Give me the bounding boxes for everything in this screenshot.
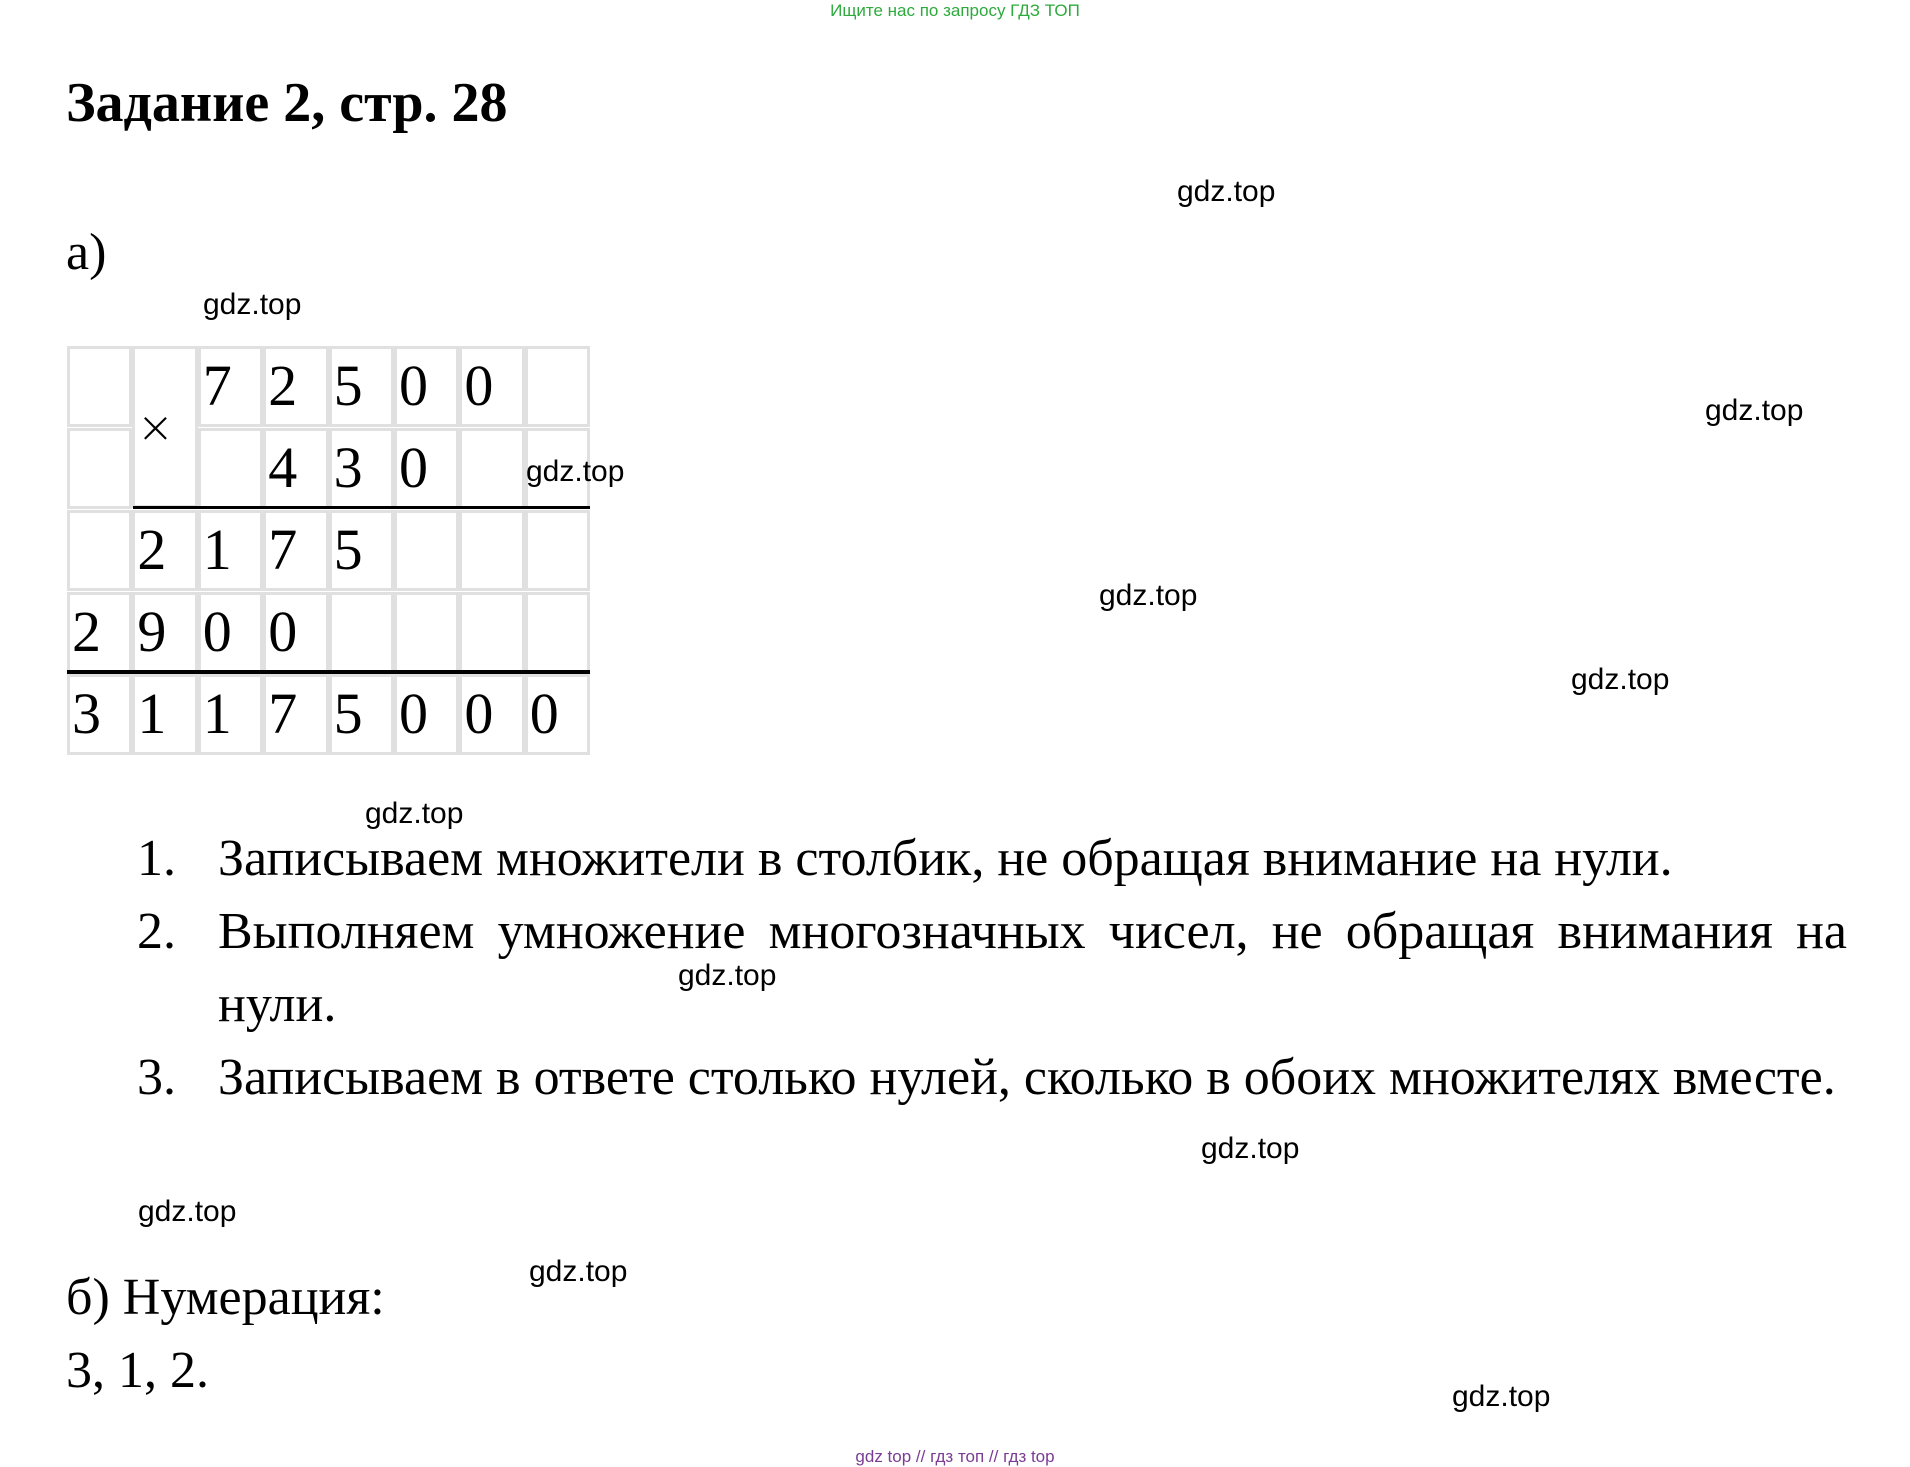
grid-cell — [394, 510, 459, 591]
watermark: gdz.top — [203, 288, 302, 321]
grid-cell: 0 — [394, 674, 459, 755]
multiply-sign: × — [137, 402, 174, 453]
grid-cell: 5 — [329, 346, 394, 427]
page-title: Задание 2, стр. 28 — [66, 72, 508, 134]
step-number: 1. — [137, 830, 176, 887]
grid-cell — [67, 428, 132, 509]
grid-cell — [198, 428, 263, 509]
grid-cell — [525, 346, 590, 427]
watermark: gdz.top — [1571, 663, 1670, 696]
grid-cell — [459, 592, 524, 673]
grid-cell — [459, 510, 524, 591]
watermark: gdz.top — [1201, 1132, 1300, 1165]
grid-cell: 0 — [525, 674, 590, 755]
part-b-label: б) Нумерация: — [66, 1269, 385, 1326]
watermark: gdz.top — [1452, 1380, 1551, 1413]
grid-cell — [329, 592, 394, 673]
watermark: gdz.top — [1099, 579, 1198, 612]
top-banner: Ищите нас по запросу ГДЗ ТОП — [830, 1, 1080, 20]
grid-cell — [394, 592, 459, 673]
watermark: gdz.top — [678, 959, 777, 992]
grid-cell — [67, 510, 132, 591]
step-number: 3. — [137, 1049, 176, 1106]
grid-cell — [459, 428, 524, 509]
grid-cell: 0 — [394, 428, 459, 509]
grid-cell: 0 — [263, 592, 328, 673]
grid-cell: 1 — [198, 510, 263, 591]
multiplication-grid — [67, 346, 590, 745]
watermark: gdz.top — [529, 1255, 628, 1288]
watermark: gdz.top — [526, 455, 625, 488]
grid-cell: 0 — [394, 346, 459, 427]
grid-cell: 9 — [132, 592, 197, 673]
grid-cell — [67, 346, 132, 427]
bottom-banner: gdz top // гдз топ // гдз top — [855, 1447, 1055, 1466]
grid-cell: 2 — [132, 510, 197, 591]
step-item — [137, 822, 1847, 895]
step-text: Записываем в ответе столько нулей, сколько в обоих множителях вместе. — [218, 1049, 1836, 1106]
watermark: gdz.top — [1705, 394, 1804, 427]
watermark: gdz.top — [138, 1195, 237, 1228]
part-b-answer: 3, 1, 2. — [66, 1342, 209, 1399]
step-item — [137, 1041, 1847, 1114]
step-text: Выполняем умножение многозначных чисел, не обращая внимания на нули. — [218, 903, 1847, 1033]
grid-cell: 7 — [198, 346, 263, 427]
grid-cell: 0 — [459, 674, 524, 755]
part-a-label: а) — [66, 224, 107, 281]
grid-cell: 3 — [67, 674, 132, 755]
grid-cell: 5 — [329, 510, 394, 591]
grid-cell — [525, 510, 590, 591]
step-text: Записываем множители в столбик, не обращая внимание на нули. — [218, 830, 1673, 887]
grid-cell: 2 — [263, 346, 328, 427]
grid-cell: 2 — [67, 592, 132, 673]
grid-cell — [525, 592, 590, 673]
step-item — [137, 895, 1847, 1041]
watermark: gdz.top — [1177, 175, 1276, 208]
watermark: gdz.top — [365, 797, 464, 830]
grid-cell: 5 — [329, 674, 394, 755]
grid-cell: 1 — [132, 674, 197, 755]
grid-cell: 4 — [263, 428, 328, 509]
grid-cell: 3 — [329, 428, 394, 509]
grid-cell: 0 — [459, 346, 524, 427]
grid-cell: 7 — [263, 674, 328, 755]
factor-underline — [133, 506, 590, 509]
sum-underline — [67, 670, 590, 674]
step-number: 2. — [137, 903, 176, 960]
grid-cell: 1 — [198, 674, 263, 755]
grid-cell: 0 — [198, 592, 263, 673]
grid-cell: 7 — [263, 510, 328, 591]
steps-list — [137, 822, 1847, 1114]
